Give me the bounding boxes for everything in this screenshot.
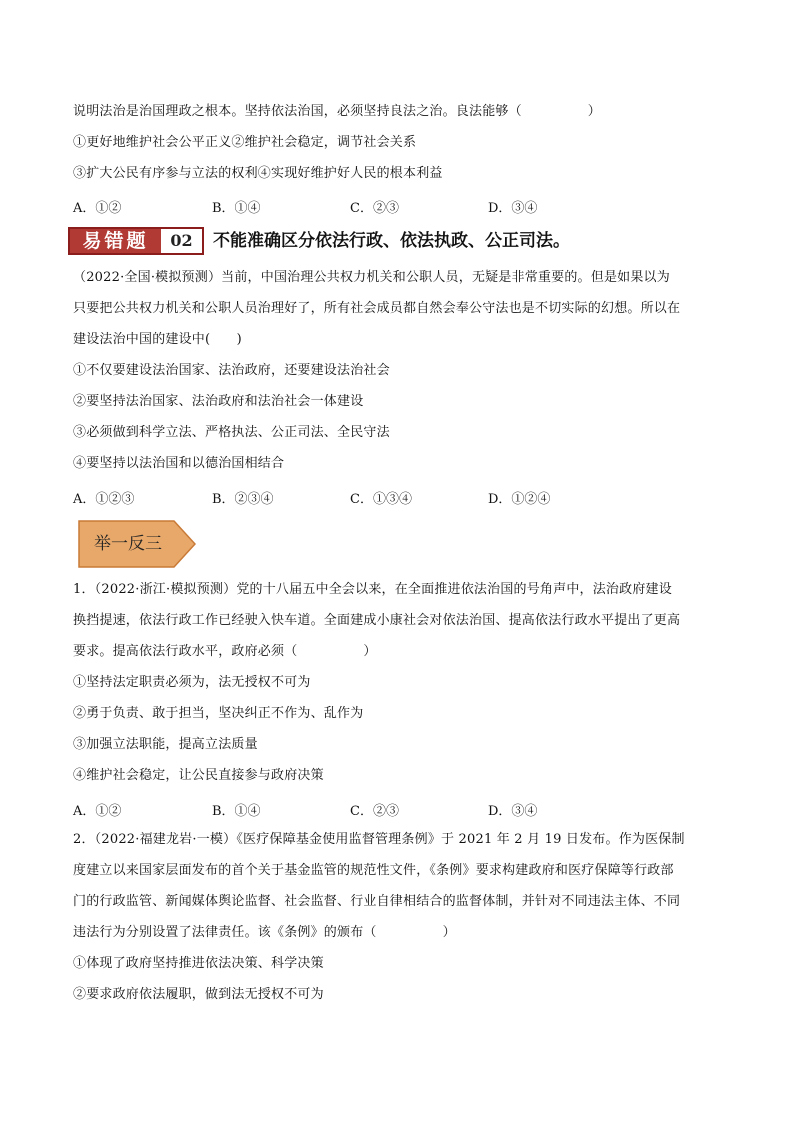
intro-options xyxy=(73,197,633,215)
q2-stem-line-3: 门的行政监管、新闻媒体舆论监督、社会监督、行业自律相结合的监督体制，并针对不同违法主体、不同 xyxy=(73,894,681,909)
q1-item-4: ④维护社会稳定，让公民直接参与政府决策 xyxy=(73,768,324,783)
option-d: D．③④ xyxy=(488,804,538,819)
q0-options xyxy=(73,488,633,506)
option-a: A．①② xyxy=(73,804,122,819)
option-b: B．①④ xyxy=(212,201,261,216)
q0-item-1: ①不仅要建设法治国家、法治政府，还要建设法治社会 xyxy=(73,363,390,378)
practice-label: 举一反三 xyxy=(94,534,162,554)
q0-stem-line-2: 只要把公共权力机关和公职人员治理好了，所有社会成员都自然会奉公守法也是不切实际的幻想。所以在 xyxy=(73,301,681,316)
option-d: D．③④ xyxy=(488,201,538,216)
q0-stem-line-3: 建设法治中国的建设中( ) xyxy=(73,332,242,347)
q1-stem-line-3: 要求。提高依法行政水平，政府必须（ ） xyxy=(73,644,377,659)
q2-stem-line-2: 度建立以来国家层面发布的首个关于基金监管的规范性文件，《条例》要求构建政府和医疗保障等行政部 xyxy=(73,863,674,878)
q1-item-2: ②勇于负责、敢于担当，坚决纠正不作为、乱作为 xyxy=(73,706,364,721)
intro-item-2: ③扩大公民有序参与立法的权利④实现好维护好人民的根本利益 xyxy=(73,166,443,181)
option-a: A．①② xyxy=(73,201,122,216)
badge-label: 易错题 xyxy=(70,229,161,253)
q1-item-3: ③加强立法职能，提高立法质量 xyxy=(73,737,258,752)
badge-number: 02 xyxy=(170,231,193,250)
q0-item-4: ④要坚持以法治国和以德治国相结合 xyxy=(73,456,285,471)
q0-stem-line-1: （2022·全国·模拟预测）当前，中国治理公共权力机关和公职人员，无疑是非常重要的。但是如果以为 xyxy=(73,270,670,285)
q1-stem-line-2: 换挡提速，依法行政工作已经驶入快车道。全面建成小康社会对依法治国、提高依法行政水平提出了更高 xyxy=(73,613,681,628)
q2-item-1: ①体现了政府坚持推进依法决策、科学决策 xyxy=(73,956,324,971)
option-c: C．②③ xyxy=(350,804,399,819)
option-c: C．②③ xyxy=(350,201,399,216)
q1-stem-line-1: 1．（2022·浙江·模拟预测）党的十八届五中全会以来，在全面推进依法治国的号角声中，法治政府建设 xyxy=(73,582,672,597)
option-b: B．①④ xyxy=(212,804,261,819)
section-title: 不能准确区分依法行政、依法执政、公正司法。 xyxy=(213,231,570,251)
option-b: B．②③④ xyxy=(212,492,274,507)
q2-stem-line-1: 2．（2022·福建龙岩·一模）《医疗保障基金使用监督管理条例》于 2021 年 2 月 19 日发布。作为医保制 xyxy=(73,832,685,847)
option-a: A．①②③ xyxy=(73,492,135,507)
q1-item-1: ①坚持法定职责必须为，法无授权不可为 xyxy=(73,675,311,690)
q0-item-2: ②要坚持法治国家、法治政府和法治社会一体建设 xyxy=(73,394,364,409)
q2-stem-line-4: 违法行为分别设置了法律责任。该《条例》的颁布（ ） xyxy=(73,925,456,940)
intro-item-1: ①更好地维护社会公平正义②维护社会稳定，调节社会关系 xyxy=(73,135,417,150)
q0-item-3: ③必须做到科学立法、严格执法、公正司法、全民守法 xyxy=(73,425,390,440)
intro-stem: 说明法治是治国理政之根本。坚持依法治国，必须坚持良法之治。良法能够（ ） xyxy=(73,104,602,119)
option-d: D．①②④ xyxy=(488,492,551,507)
q2-item-2: ②要求政府依法履职，做到法无授权不可为 xyxy=(73,987,324,1002)
option-c: C．①③④ xyxy=(350,492,412,507)
section-badge xyxy=(68,227,204,255)
section-header xyxy=(68,227,688,257)
q1-options xyxy=(73,800,633,818)
